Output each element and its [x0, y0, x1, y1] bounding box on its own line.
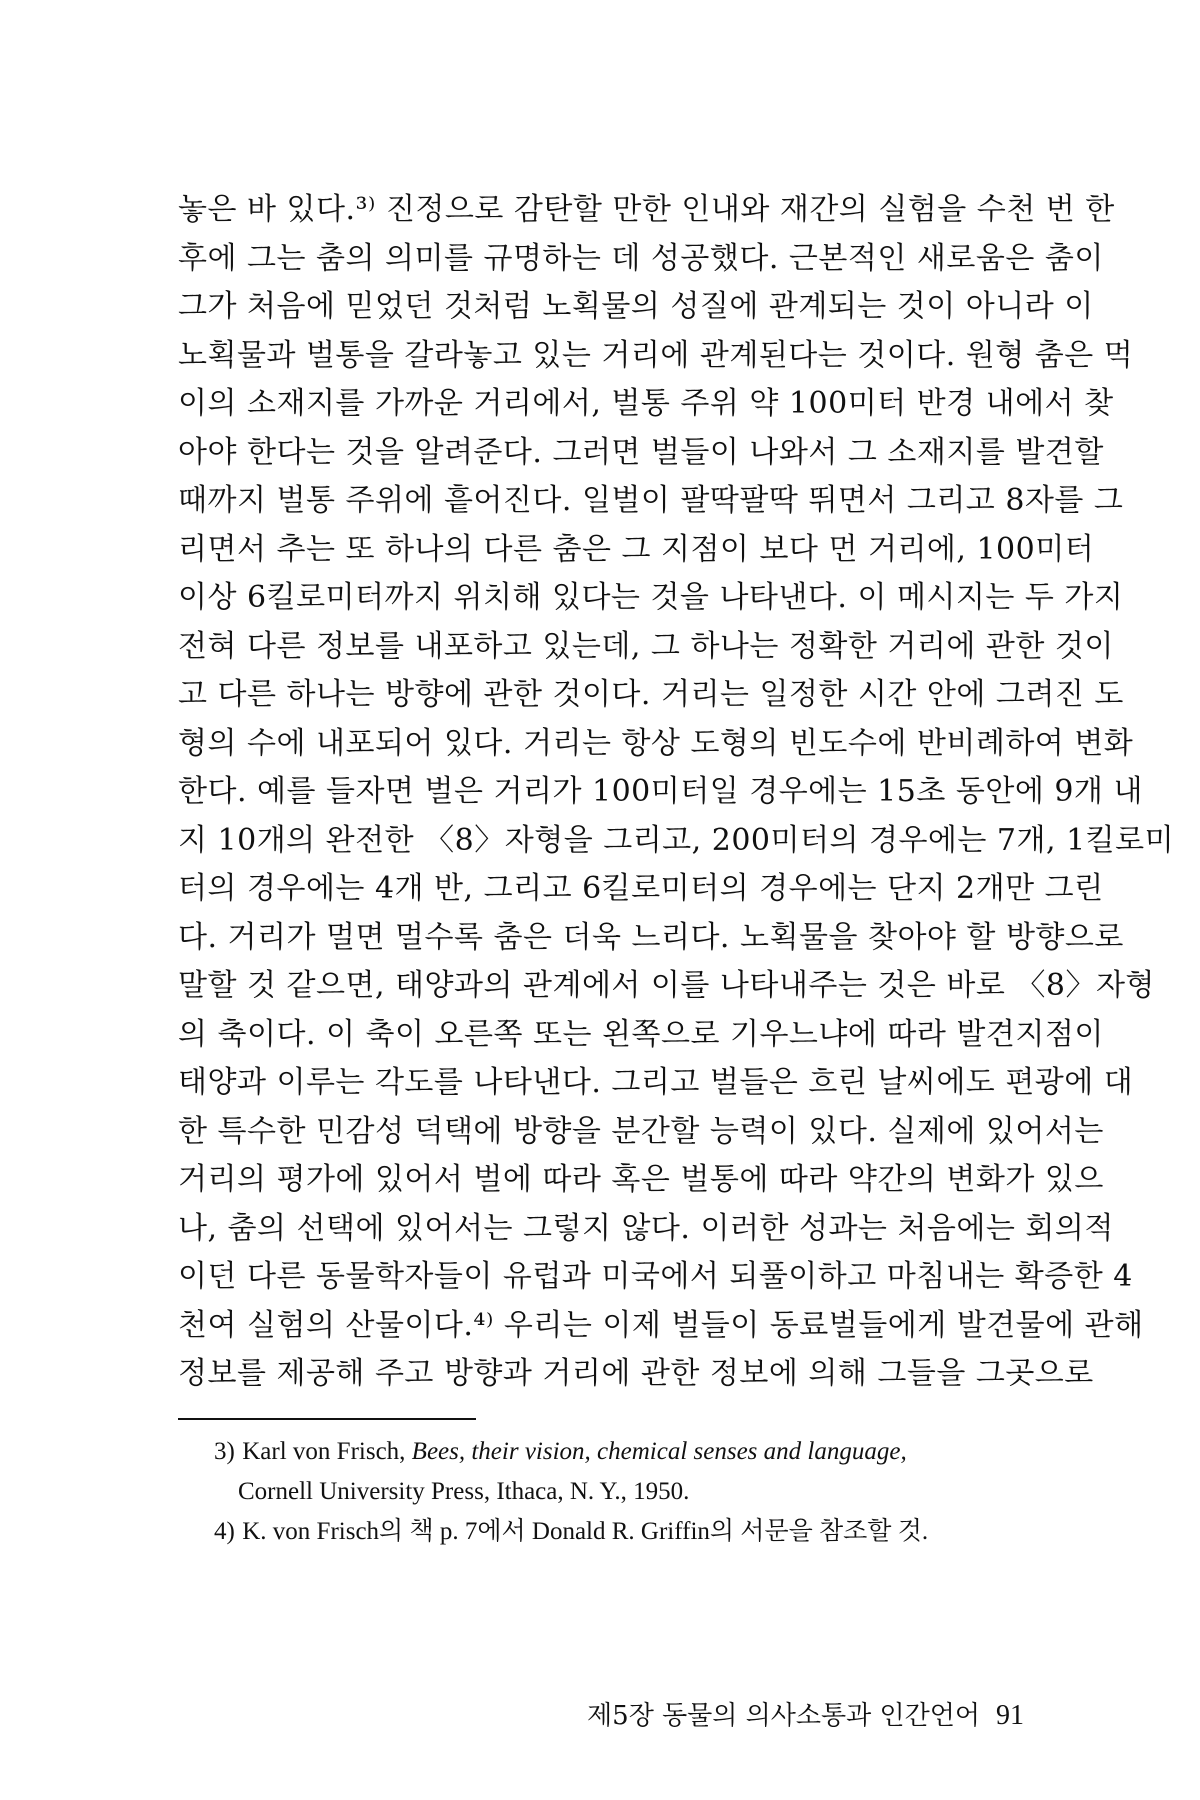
text-line: 나, 춤의 선택에 있어서는 그렇지 않다. 이러한 성과는 처음에는 회의적: [178, 1210, 1114, 1246]
footnote-book-title: Bees, their vision, chemical senses and language,: [411, 1438, 907, 1465]
footnotes: [214, 1432, 1024, 1552]
text-line: 다. 거리가 멀면 멀수록 춤은 더욱 느리다. 노획물을 찾아야 할 방향으로: [178, 919, 1124, 955]
text-line: 형의 수에 내포되어 있다. 거리는 항상 도형의 빈도수에 반비례하여 변화: [178, 725, 1134, 761]
text-line: 이상 6킬로미터까지 위치해 있다는 것을 나타낸다. 이 메시지는 두 가지: [178, 580, 1124, 615]
text-line: 말할 것 같으면, 태양과의 관계에서 이를 나타내주는 것은 바로 〈8〉자형: [178, 968, 1155, 1003]
text-line: 의 축이다. 이 축이 오른쪽 또는 왼쪽으로 기우느냐에 따라 발견지점이: [178, 1016, 1104, 1052]
footnote-author: Karl von Frisch,: [242, 1438, 406, 1465]
text-line: 이던 다른 동물학자들이 유럽과 미국에서 되풀이하고 마침내는 확증한 4: [178, 1259, 1133, 1294]
chapter-title: 제5장 동물의 의사소통과 인간언어: [587, 1701, 980, 1731]
running-footer: [530, 1696, 1024, 1736]
text-line: 놓은 바 있다.³⁾ 진정으로 감탄할 만한 인내와 재간의 실험을 수천 번 한: [178, 192, 1115, 227]
text-line: 때까지 벌통 주위에 흩어진다. 일벌이 팔딱팔딱 뛰면서 그리고 8자를 그: [178, 483, 1124, 518]
footnote-text: K. von Frisch의 책 p. 7에서 Donald R. Griffin의 서문을 참조할 것.: [242, 1518, 929, 1545]
text-line: 지 10개의 완전한 〈8〉자형을 그리고, 200미터의 경우에는 7개, 1킬로미: [178, 822, 1175, 858]
footnote-number: 4): [214, 1518, 235, 1545]
text-line: 노획물과 벌통을 갈라놓고 있는 거리에 관계된다는 것이다. 원형 춤은 먹: [178, 337, 1134, 373]
text-line: 이의 소재지를 가까운 거리에서, 벌통 주위 약 100미터 반경 내에서 찾: [178, 386, 1114, 421]
footnote-3-publisher: Cornell University Press, Ithaca, N. Y., 1950.: [238, 1478, 690, 1505]
footnote-divider: [178, 1418, 476, 1420]
footnote-number: 3): [214, 1438, 235, 1465]
text-line: 아야 한다는 것을 알려준다. 그러면 벌들이 나와서 그 소재지를 발견할: [178, 434, 1104, 470]
text-line: 후에 그는 춤의 의미를 규명하는 데 성공했다. 근본적인 새로움은 춤이: [178, 240, 1104, 276]
footnote-4: [214, 1512, 1024, 1552]
text-line: 리면서 추는 또 하나의 다른 춤은 그 지점이 보다 먼 거리에, 100미터: [178, 531, 1095, 567]
text-line: 한다. 예를 들자면 벌은 거리가 100미터일 경우에는 15초 동안에 9개 내: [178, 774, 1143, 809]
text-line: 거리의 평가에 있어서 벌에 따라 혹은 벌통에 따라 약간의 변화가 있으: [178, 1162, 1104, 1197]
text-line: 고 다른 하나는 방향에 관한 것이다. 거리는 일정한 시간 안에 그려진 도: [178, 677, 1124, 712]
text-line: 터의 경우에는 4개 반, 그리고 6킬로미터의 경우에는 단지 2개만 그린: [178, 871, 1104, 906]
page-number: 91: [996, 1700, 1024, 1731]
footnote-3: [214, 1432, 1024, 1472]
body-text: [178, 186, 1175, 1399]
text-line: 그가 처음에 믿었던 것처럼 노획물의 성질에 관계되는 것이 아니라 이: [178, 289, 1094, 324]
text-line: 정보를 제공해 주고 방향과 거리에 관한 정보에 의해 그들을 그곳으로: [178, 1356, 1094, 1391]
text-line: 한 특수한 민감성 덕택에 방향을 분간할 능력이 있다. 실제에 있어서는: [178, 1113, 1104, 1149]
text-line: 천여 실험의 산물이다.⁴⁾ 우리는 이제 벌들이 동료벌들에게 발견물에 관해: [178, 1307, 1144, 1343]
text-line: 태양과 이루는 각도를 나타낸다. 그리고 벌들은 흐린 날씨에도 편광에 대: [178, 1065, 1134, 1100]
text-line: 전혀 다른 정보를 내포하고 있는데, 그 하나는 정확한 거리에 관한 것이: [178, 628, 1114, 664]
